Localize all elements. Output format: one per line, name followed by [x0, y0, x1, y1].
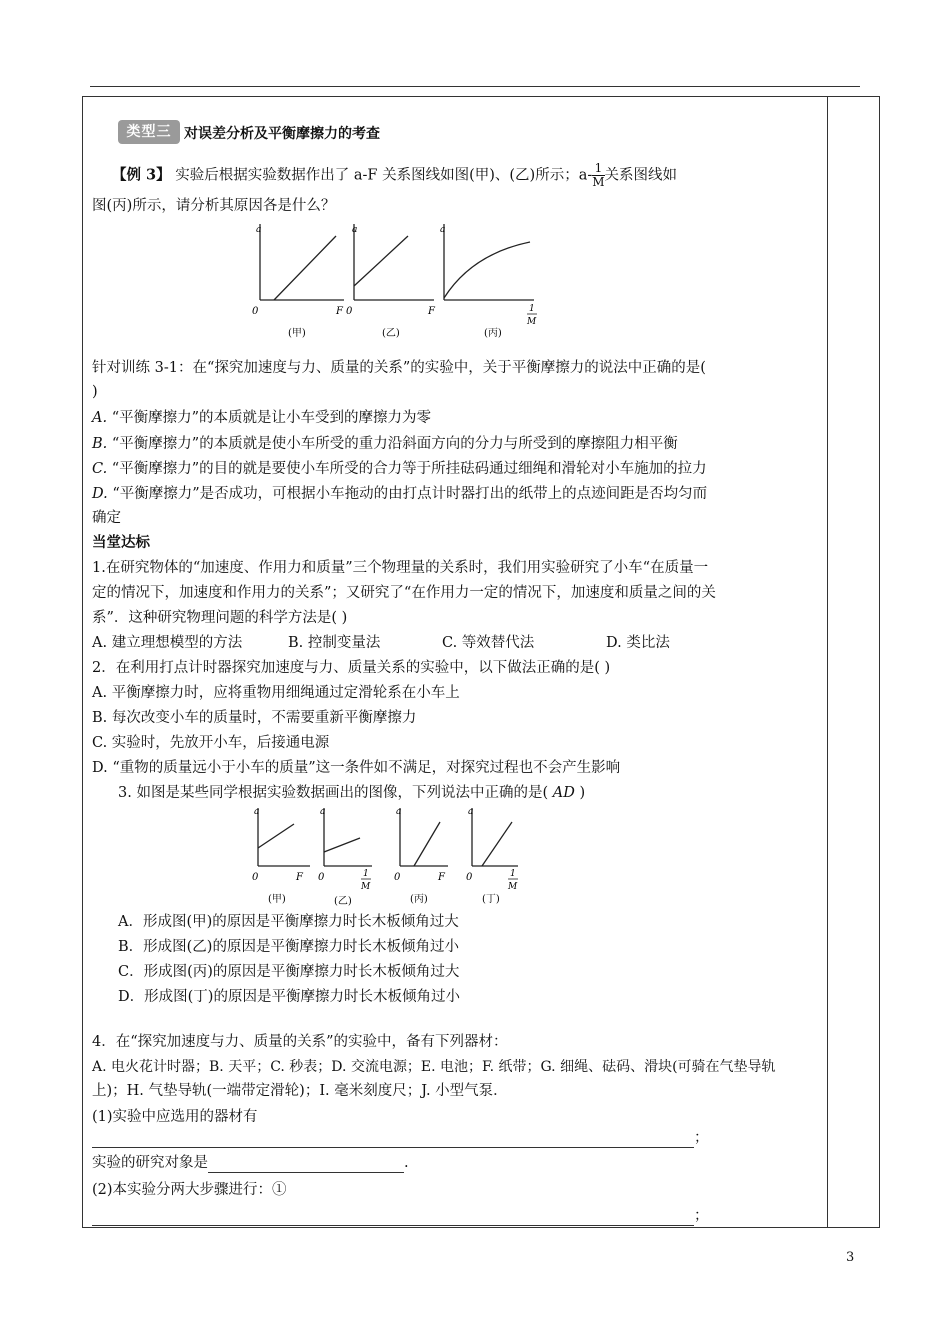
training-line1: 针对训练 3-1：在“探究加速度与力、质量的关系”的实验中，关于平衡摩擦力的说法中正确的是(: [92, 360, 706, 376]
q1-line1: 1.在研究物体的“加速度、作用力和质量”三个物理量的关系时，我们用实验研究了小车“在质量一: [92, 560, 709, 576]
graph-jia-caption: (甲): [288, 328, 306, 339]
q3-graph-ding: [466, 807, 518, 905]
q4-research-object: 实验的研究对象是 .: [92, 1155, 409, 1171]
graph-yi: [346, 224, 436, 339]
svg-text:F: F: [296, 872, 303, 883]
graph-bing-caption: (丙): [484, 328, 502, 339]
graph-bing-curve: [444, 242, 530, 298]
graph-jia: [252, 224, 344, 339]
section-title: 对误差分析及平衡摩擦力的考查: [184, 126, 380, 142]
q4-answer-line-2: ；: [92, 1206, 709, 1226]
training-option-b: B. “平衡摩擦力”的本质就是使小车所受的重力沿斜面方向的分力与所受到的摩擦阻力相平衡: [92, 436, 678, 452]
q1-option-b: B. 控制变量法: [288, 635, 381, 651]
svg-text:a: a: [468, 807, 474, 817]
svg-text:0: 0: [318, 872, 325, 883]
graph-yi-y-label: a: [352, 225, 358, 235]
example3-fraction: $\frac{1}{M}$: [592, 161, 605, 189]
example3-graphs: [240, 214, 560, 346]
training-option-d: D. “平衡摩擦力”是否成功，可根据小车拖动的由打点计时器打出的纸带上的点迹间距是否均匀而: [92, 486, 708, 502]
graph-yi-x-label: F: [428, 306, 435, 317]
svg-text:(甲): (甲): [268, 894, 286, 905]
q3-option-d: D．形成图(丁)的原因是平衡摩擦力时长木板倾角过小: [118, 989, 460, 1005]
graph-jia-line: [274, 236, 336, 300]
graph-yi-origin: 0: [346, 306, 353, 317]
q3-stem: 3. 如图是某些同学根据实验数据画出的图像，下列说法中正确的是( AD ): [118, 785, 586, 801]
svg-text:a: a: [396, 807, 402, 817]
check-heading: 当堂达标: [92, 535, 150, 551]
answer-blank[interactable]: [92, 1211, 694, 1226]
q3-graph-jia-line: [258, 824, 294, 848]
q4-part1: (1)实验中应选用的器材有: [92, 1109, 258, 1125]
q3-graph-yi: [318, 807, 372, 907]
graph-bing-x-den: M: [527, 317, 537, 327]
q4-answer-line-1: ；: [92, 1128, 709, 1148]
svg-text:0: 0: [252, 872, 259, 883]
svg-text:(丁): (丁): [482, 894, 500, 905]
graph-jia-origin: 0: [252, 306, 259, 317]
frame-column-divider: [827, 96, 828, 1228]
svg-text:(丙): (丙): [410, 894, 428, 905]
page-number: 3: [846, 1250, 855, 1265]
q3-graphs: [248, 800, 538, 912]
q4-line2: A. 电火花计时器；B. 天平；C. 秒表；D. 交流电源；E. 电池；F. 纸带；G. 细绳、砝码、滑块(可骑在气垫导轨: [92, 1059, 776, 1075]
q1-option-d: D. 类比法: [606, 635, 670, 651]
section-badge: 类型三: [118, 120, 180, 144]
graph-yi-line: [354, 236, 408, 286]
example3-text-a: 实验后根据实验数据作出了 a-F 关系图线如图(甲)、(乙)所示；a-: [175, 167, 593, 184]
q3-graph-bing-line: [414, 822, 440, 866]
q3-graph-ding-line: [482, 822, 512, 866]
q2-option-d: D. “重物的质量远小于小车的质量”这一条件如不满足，对探究过程也不会产生影响: [92, 760, 621, 776]
q3-graph-bing: [394, 807, 448, 905]
graph-bing: [440, 224, 537, 339]
answer-blank[interactable]: [92, 1133, 694, 1148]
q4-part2: (2)本实验分两大步骤进行：①: [92, 1182, 287, 1198]
example3-line1: [112, 162, 677, 189]
header-rule: [90, 86, 860, 87]
svg-text:0: 0: [394, 872, 401, 883]
q1-option-a: A. 建立理想模型的方法: [92, 635, 243, 651]
svg-text:F: F: [438, 872, 445, 883]
q3-graph-jia: [252, 807, 310, 905]
q4-line1: 4．在“探究加速度与力、质量的关系”的实验中，备有下列器材：: [92, 1034, 508, 1050]
svg-text:(乙): (乙): [334, 896, 352, 907]
q3-graph-yi-line: [324, 838, 360, 852]
example3-text-b: 关系图线如: [604, 167, 678, 184]
q3-option-b: B．形成图(乙)的原因是平衡摩擦力时长木板倾角过小: [118, 939, 459, 955]
svg-text:1: 1: [363, 869, 369, 879]
q1-option-c: C. 等效替代法: [442, 635, 535, 651]
svg-text:M: M: [508, 882, 518, 892]
training-line2: ): [92, 384, 98, 400]
svg-text:0: 0: [466, 872, 473, 883]
graph-yi-caption: (乙): [382, 328, 400, 339]
q4-line3: 上)；H. 气垫导轨(一端带定滑轮)；I. 毫米刻度尺；J. 小型气泵．: [92, 1083, 508, 1099]
svg-text:a: a: [320, 807, 326, 817]
graph-bing-y-label: a: [440, 225, 446, 235]
svg-text:a: a: [254, 807, 260, 817]
graph-bing-x-num: 1: [529, 304, 535, 314]
q2-line1: 2．在利用打点计时器探究加速度与力、质量关系的实验中，以下做法正确的是( ): [92, 660, 611, 676]
q1-line3: 系”．这种研究物理问题的科学方法是( ): [92, 610, 348, 626]
q2-option-a: A. 平衡摩擦力时，应将重物用细绳通过定滑轮系在小车上: [92, 685, 460, 701]
q3-option-c: C．形成图(丙)的原因是平衡摩擦力时长木板倾角过大: [118, 964, 460, 980]
research-object-blank[interactable]: [208, 1158, 404, 1173]
graph-jia-x-label: F: [336, 306, 343, 317]
training-option-d-cont: 确定: [92, 510, 121, 526]
q2-option-c: C. 实验时，先放开小车，后接通电源: [92, 735, 330, 751]
svg-text:1: 1: [510, 869, 516, 879]
graph-jia-y-label: a: [256, 225, 262, 235]
q3-answer: AD: [552, 785, 575, 801]
example3-line2: 图(丙)所示，请分析其原因各是什么？: [92, 198, 336, 214]
q3-option-a: A．形成图(甲)的原因是平衡摩擦力时长木板倾角过大: [118, 914, 459, 930]
svg-text:M: M: [361, 882, 371, 892]
training-option-a: A. “平衡摩擦力”的本质就是让小车受到的摩擦力为零: [92, 410, 432, 426]
q1-line2: 定的情况下，加速度和作用力的关系”；又研究了“在作用力一定的情况下，加速度和质量之间的关: [92, 585, 716, 601]
q2-option-b: B. 每次改变小车的质量时，不需要重新平衡摩擦力: [92, 710, 417, 726]
training-option-c: C. “平衡摩擦力”的目的就是要使小车所受的合力等于所挂砝码通过细绳和滑轮对小车施加的拉力: [92, 461, 707, 477]
example3-tag: 【例 3】: [112, 166, 171, 184]
